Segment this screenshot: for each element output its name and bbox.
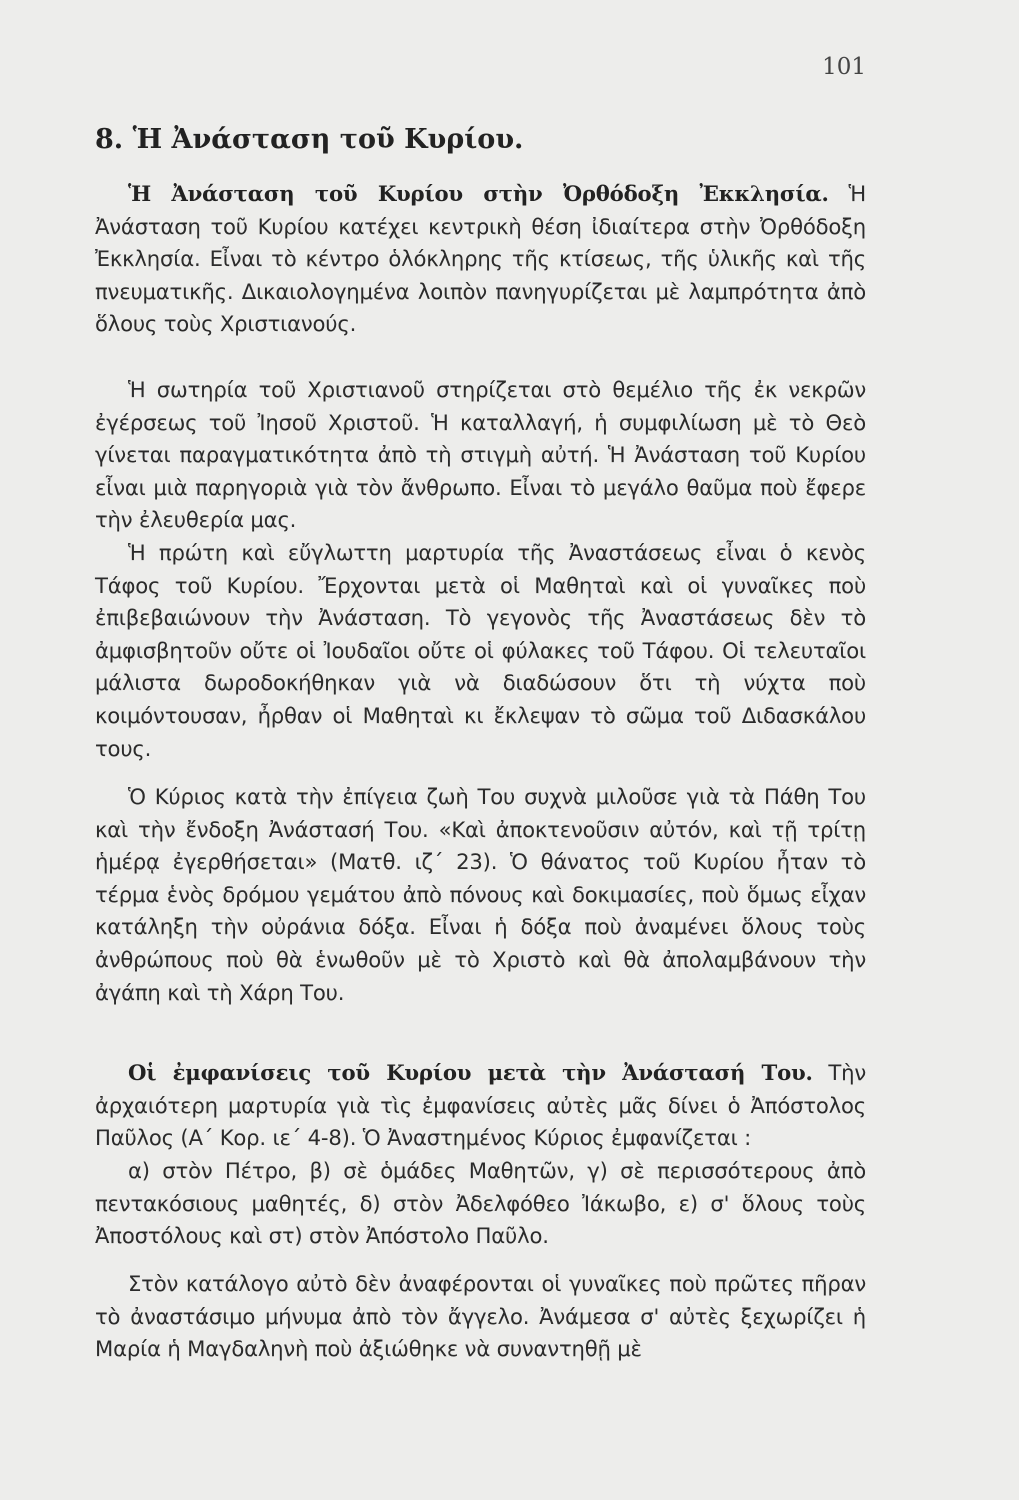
section-1-paragraph-2: Ἡ σωτηρία τοῦ Χριστιανοῦ στηρίζεται στὸ θεμέλιο τῆς ἐκ νεκρῶν ἐγέρσεως τοῦ Ἰησοῦ Χριστοῦ. Ἡ καταλλαγή, ἡ συμφιλίωση μὲ τὸ Θεὸ γίνεται παραγματικότητα ἀπὸ τὴ στιγμὴ αὐτή. Ἡ Ἀνάσταση τοῦ Κυρίου εἶναι μιὰ παρηγοριὰ γιὰ τὸν ἄνθρωπο. Εἶναι τὸ μεγάλο θαῦμα ποὺ ἔφερε τὴν ἐλευθερία μας. — [95, 377, 866, 533]
appearances-list: α) στὸν Πέτρο, β) σὲ ὁμάδες Μαθητῶν, γ) σὲ περισσότερους ἀπὸ πεντακόσιους μαθητές, δ) στὸν Ἀδελφόθεο Ἰάκωβο, ε) σ' ὅλους τοὺς Ἀποστόλους καὶ στ) στὸν Ἀπόστολο Παῦλο. — [95, 1158, 866, 1249]
section-1-paragraph-4: Ὁ Κύριος κατὰ τὴν ἐπίγεια ζωὴ Του συχνὰ μιλοῦσε γιὰ τὰ Πάθη Του καὶ τὴν ἔνδοξη Ἀνάστασή Του. «Καὶ ἀποκτενοῦσιν αὐτόν, καὶ τῇ τρίτῃ ἡμέρᾳ ἐγερθήσεται» (Ματθ. ιζ΄ 23). Ὁ θάνατος τοῦ Κυρίου ἦταν τὸ τέρμα ἑνὸς δρόμου γεμάτου ἀπὸ πόνους καὶ δοκιμασίες, ποὺ ὅμως εἶχαν κατάληξη τὴν οὐράνια δόξα. Εἶναι ἡ δόξα ποὺ ἀναμένει ὅλους τοὺς ἀνθρώπους ποὺ θὰ ἑνωθοῦν μὲ τὸ Χριστὸ καὶ θὰ ἀπολαμβάνουν τὴν ἀγάπη καὶ τὴ Χάρη Του. — [95, 784, 866, 1005]
section-2-paragraph-2: Στὸν κατάλογο αὐτὸ δὲν ἀναφέρονται οἱ γυναῖκες ποὺ πρῶτες πῆραν τὸ ἀναστάσιμο μήνυμα ἀπὸ τὸν ἄγγελο. Ἀνάμεσα σ' αὐτὲς ξεχωρίζει ἡ Μαρία ἡ Μαγδαληνὴ ποὺ ἀξιώθηκε νὰ συναντηθῇ μὲ — [95, 1271, 866, 1362]
section-1-heading: Ἡ Ἀνάσταση τοῦ Κυρίου στὴν Ὀρθόδοξη Ἐκκλησία. — [128, 181, 829, 206]
chapter-title: 8. Ἡ Ἀνάσταση τοῦ Κυρίου. — [95, 124, 524, 155]
section-2-paragraph-1 — [95, 1057, 866, 1155]
page-number: 101 — [822, 54, 866, 80]
section-1-paragraph-3: Ἡ πρώτη καὶ εὔγλωττη μαρτυρία τῆς Ἀναστάσεως εἶναι ὁ κενὸς Τάφος τοῦ Κυρίου. Ἔρχονται μετὰ οἱ Μαθηταὶ καὶ οἱ γυναῖκες ποὺ ἐπιβεβαιώνουν τὴν Ἀνάσταση. Τὸ γεγονὸς τῆς Ἀναστάσεως δὲν τὸ ἀμφισβητοῦν οὔτε οἱ Ἰουδαῖοι οὔτε οἱ φύλακες τοῦ Τάφου. Οἱ τελευταῖοι μάλιστα δωροδοκήθηκαν γιὰ νὰ διαδώσουν ὅτι τὴ νύχτα ποὺ κοιμόντουσαν, ἦρθαν οἱ Μαθηταὶ κι ἔκλεψαν τὸ σῶμα τοῦ Διδασκάλου τους. — [95, 540, 866, 761]
section-2-paragraph-1-text: Τὴν ἀρχαιότερη μαρτυρία γιὰ τὶς ἐμφανίσεις αὐτὲς μᾶς δίνει ὁ Ἀπόστολος Παῦλος (Α΄ Κορ. ιε΄ 4-8). Ὁ Ἀναστημένος Κύριος ἐμφανίζεται : — [95, 1060, 866, 1151]
section-2-heading: Οἱ ἐμφανίσεις τοῦ Κυρίου μετὰ τὴν Ἀνάστασή Του. — [128, 1060, 813, 1085]
section-1-paragraph-1 — [95, 178, 866, 341]
section-1-paragraph-1-text: Ἡ Ἀνάσταση τοῦ Κυρίου κατέχει κεντρικὴ θέση ἰδιαίτερα στὴν Ὀρθόδοξη Ἐκκλησία. Εἶναι τὸ κέντρο ὁλόκληρης τῆς κτίσεως, τῆς ὑλικῆς καὶ τῆς πνευματικῆς. Δικαιολογημένα λοιπὸν πανηγυρίζεται μὲ λαμπρότητα ἀπὸ ὅλους τοὺς Χριστιανούς. — [95, 181, 866, 337]
